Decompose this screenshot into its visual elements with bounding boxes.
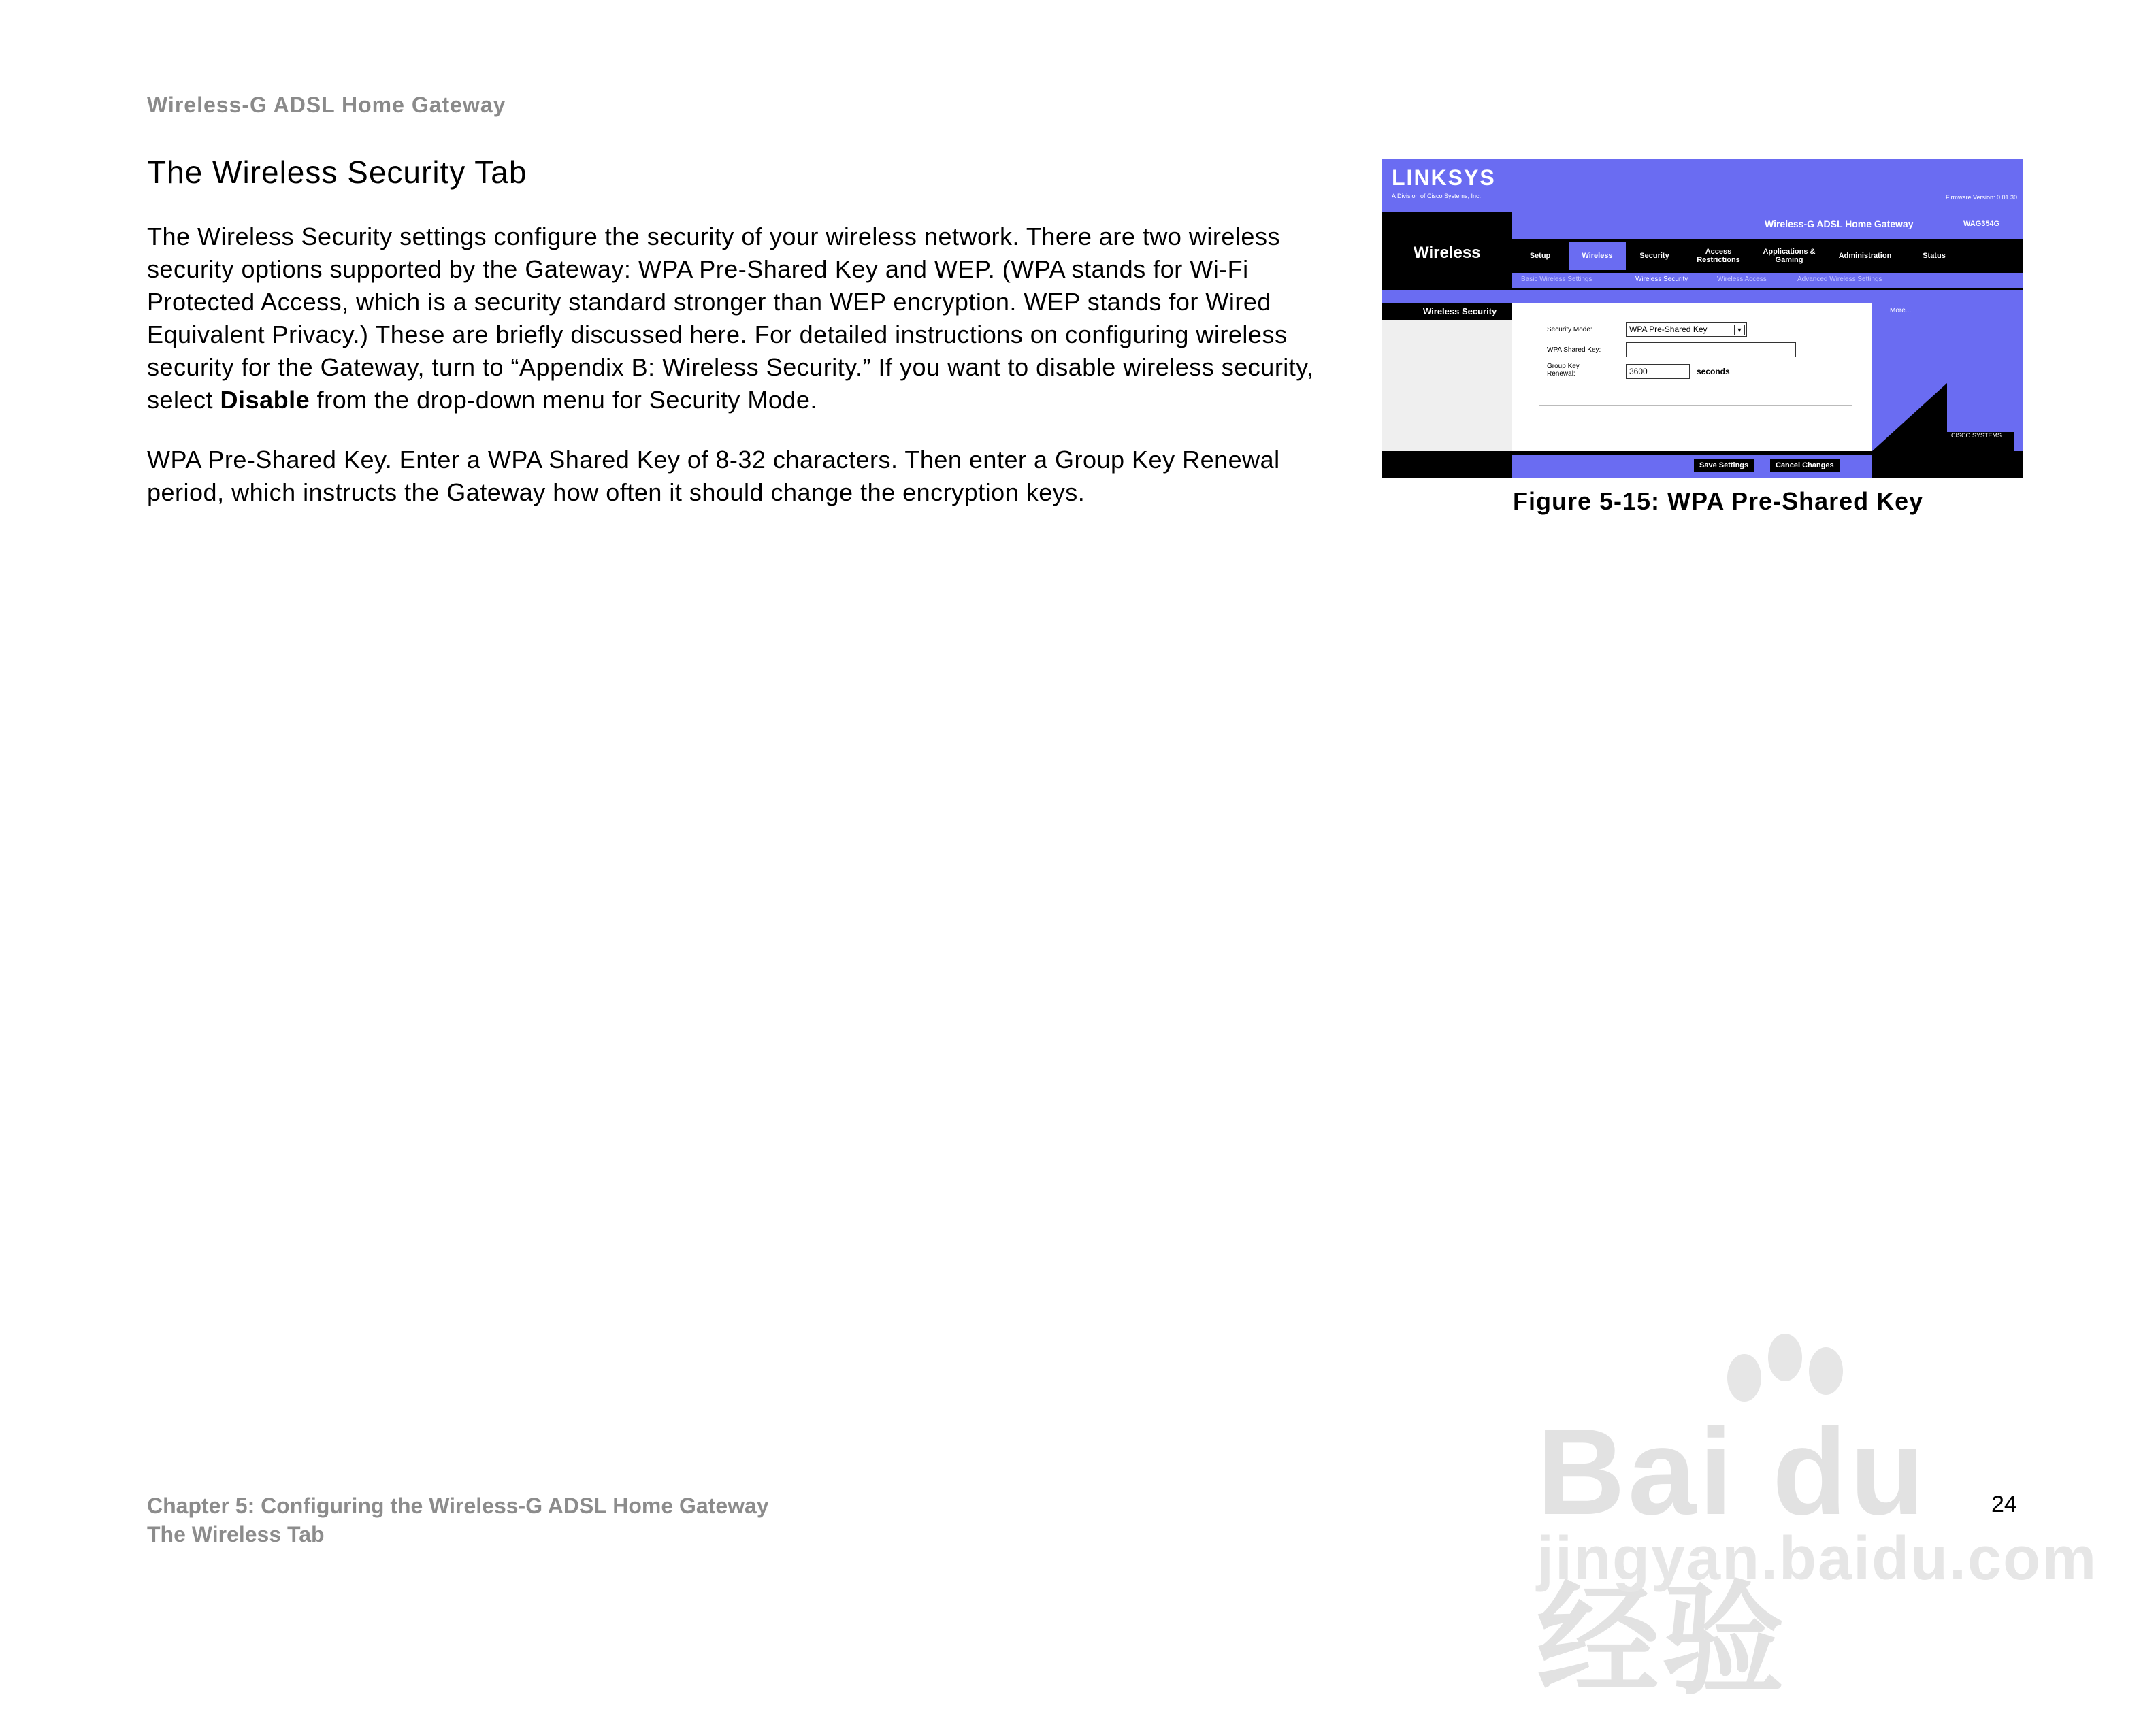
cisco-systems-logo (1939, 432, 2014, 463)
product-name: Wireless-G ADSL Home Gateway (1765, 218, 1914, 229)
paragraph-wpa-psk: WPA Pre-Shared Key. Enter a WPA Shared Key of 8-32 characters. Then enter a Group Key Renewal period, which instructs the Gateway how often it should change the encryption keys. (147, 446, 1280, 506)
cisco-logo-text: CISCO SYSTEMS (1950, 432, 2002, 439)
section-title: The Wireless Security Tab (147, 154, 527, 190)
paragraph-security-intro (147, 220, 1331, 416)
linksys-logo: LINKSYS (1392, 165, 1496, 190)
tab-access-restrictions[interactable]: Access Restrictions (1697, 248, 1740, 264)
model-number: WAG354G (1963, 220, 2000, 228)
security-mode-label: Security Mode: (1547, 326, 1592, 333)
more-link[interactable]: More... (1890, 307, 1912, 314)
logo-subtitle: A Division of Cisco Systems, Inc. (1392, 193, 1482, 199)
tab-security[interactable]: Security (1639, 252, 1669, 260)
right-slant (1872, 383, 1947, 451)
cancel-changes-button[interactable]: Cancel Changes (1770, 459, 1840, 472)
section-name: Wireless (1414, 244, 1481, 262)
paragraph-text: from the drop-down menu for Security Mode. (310, 386, 817, 414)
bold-term-disable: Disable (220, 386, 310, 414)
paragraph-text: The Wireless Security settings configure the security of your wireless network. There are two wireless security options supported by the Gateway: WPA Pre-Shared Key and WEP. (WPA stands for Wi-Fi Protected Access, which is a security standard stronger than WEP encryption. WEP stands for Wired Equivalent Privacy.) These are briefly discussed here. For detailed instructions on configuring wireless security for the Gateway, turn to “Appendix B: Wireless Security.” If you want to disable wireless security, select (147, 222, 1314, 414)
subtab-basic-wireless[interactable]: Basic Wireless Settings (1521, 276, 1592, 283)
figure-caption: Figure 5-15: WPA Pre-Shared Key (1513, 487, 1924, 515)
figure-screenshot (1382, 159, 2023, 478)
subtab-wireless-access[interactable]: Wireless Access (1717, 276, 1767, 283)
running-header: Wireless-G ADSL Home Gateway (147, 93, 506, 117)
footer-section: The Wireless Tab (147, 1522, 325, 1547)
page-number: 24 (1991, 1491, 2017, 1517)
security-mode-select[interactable] (1626, 322, 1747, 337)
left-label-bar (1382, 303, 1512, 320)
left-panel (1382, 303, 1512, 461)
tab-status[interactable]: Status (1923, 252, 1946, 260)
watermark-main: Bai du 经验 (1537, 1404, 1928, 1709)
footer-chapter: Chapter 5: Configuring the Wireless-G ADSL Home Gateway (147, 1493, 769, 1518)
firmware-version: Firmware Version: 0.01.30 (1945, 194, 2017, 201)
wpa-shared-key-input[interactable] (1626, 342, 1796, 357)
baidu-watermark (1516, 1320, 2098, 1709)
watermark-sub: jingyan.baidu.com (1537, 1525, 2098, 1593)
tab-administration[interactable]: Administration (1838, 252, 1892, 260)
main-tabs (1512, 242, 2023, 270)
security-mode-value: WPA Pre-Shared Key (1629, 325, 1708, 334)
chevron-down-icon: ▼ (1734, 325, 1745, 335)
subtabs-bar (1512, 273, 2023, 288)
group-key-label: Group Key Renewal: (1547, 363, 1580, 378)
left-label: Wireless Security (1423, 306, 1497, 316)
wpa-key-label: WPA Shared Key: (1547, 346, 1601, 354)
group-key-renewal-input[interactable]: 3600 (1626, 364, 1690, 379)
tab-wireless[interactable]: Wireless (1569, 242, 1626, 270)
form-divider (1539, 405, 1852, 406)
footer (147, 1491, 769, 1549)
tab-setup[interactable]: Setup (1529, 252, 1551, 260)
save-settings-button[interactable]: Save Settings (1694, 459, 1754, 472)
tab-applications-gaming[interactable]: Applications & Gaming (1763, 248, 1816, 264)
seconds-label: seconds (1697, 367, 1730, 376)
subtab-advanced-wireless[interactable]: Advanced Wireless Settings (1797, 276, 1882, 283)
subtab-wireless-security[interactable]: Wireless Security (1635, 276, 1688, 283)
